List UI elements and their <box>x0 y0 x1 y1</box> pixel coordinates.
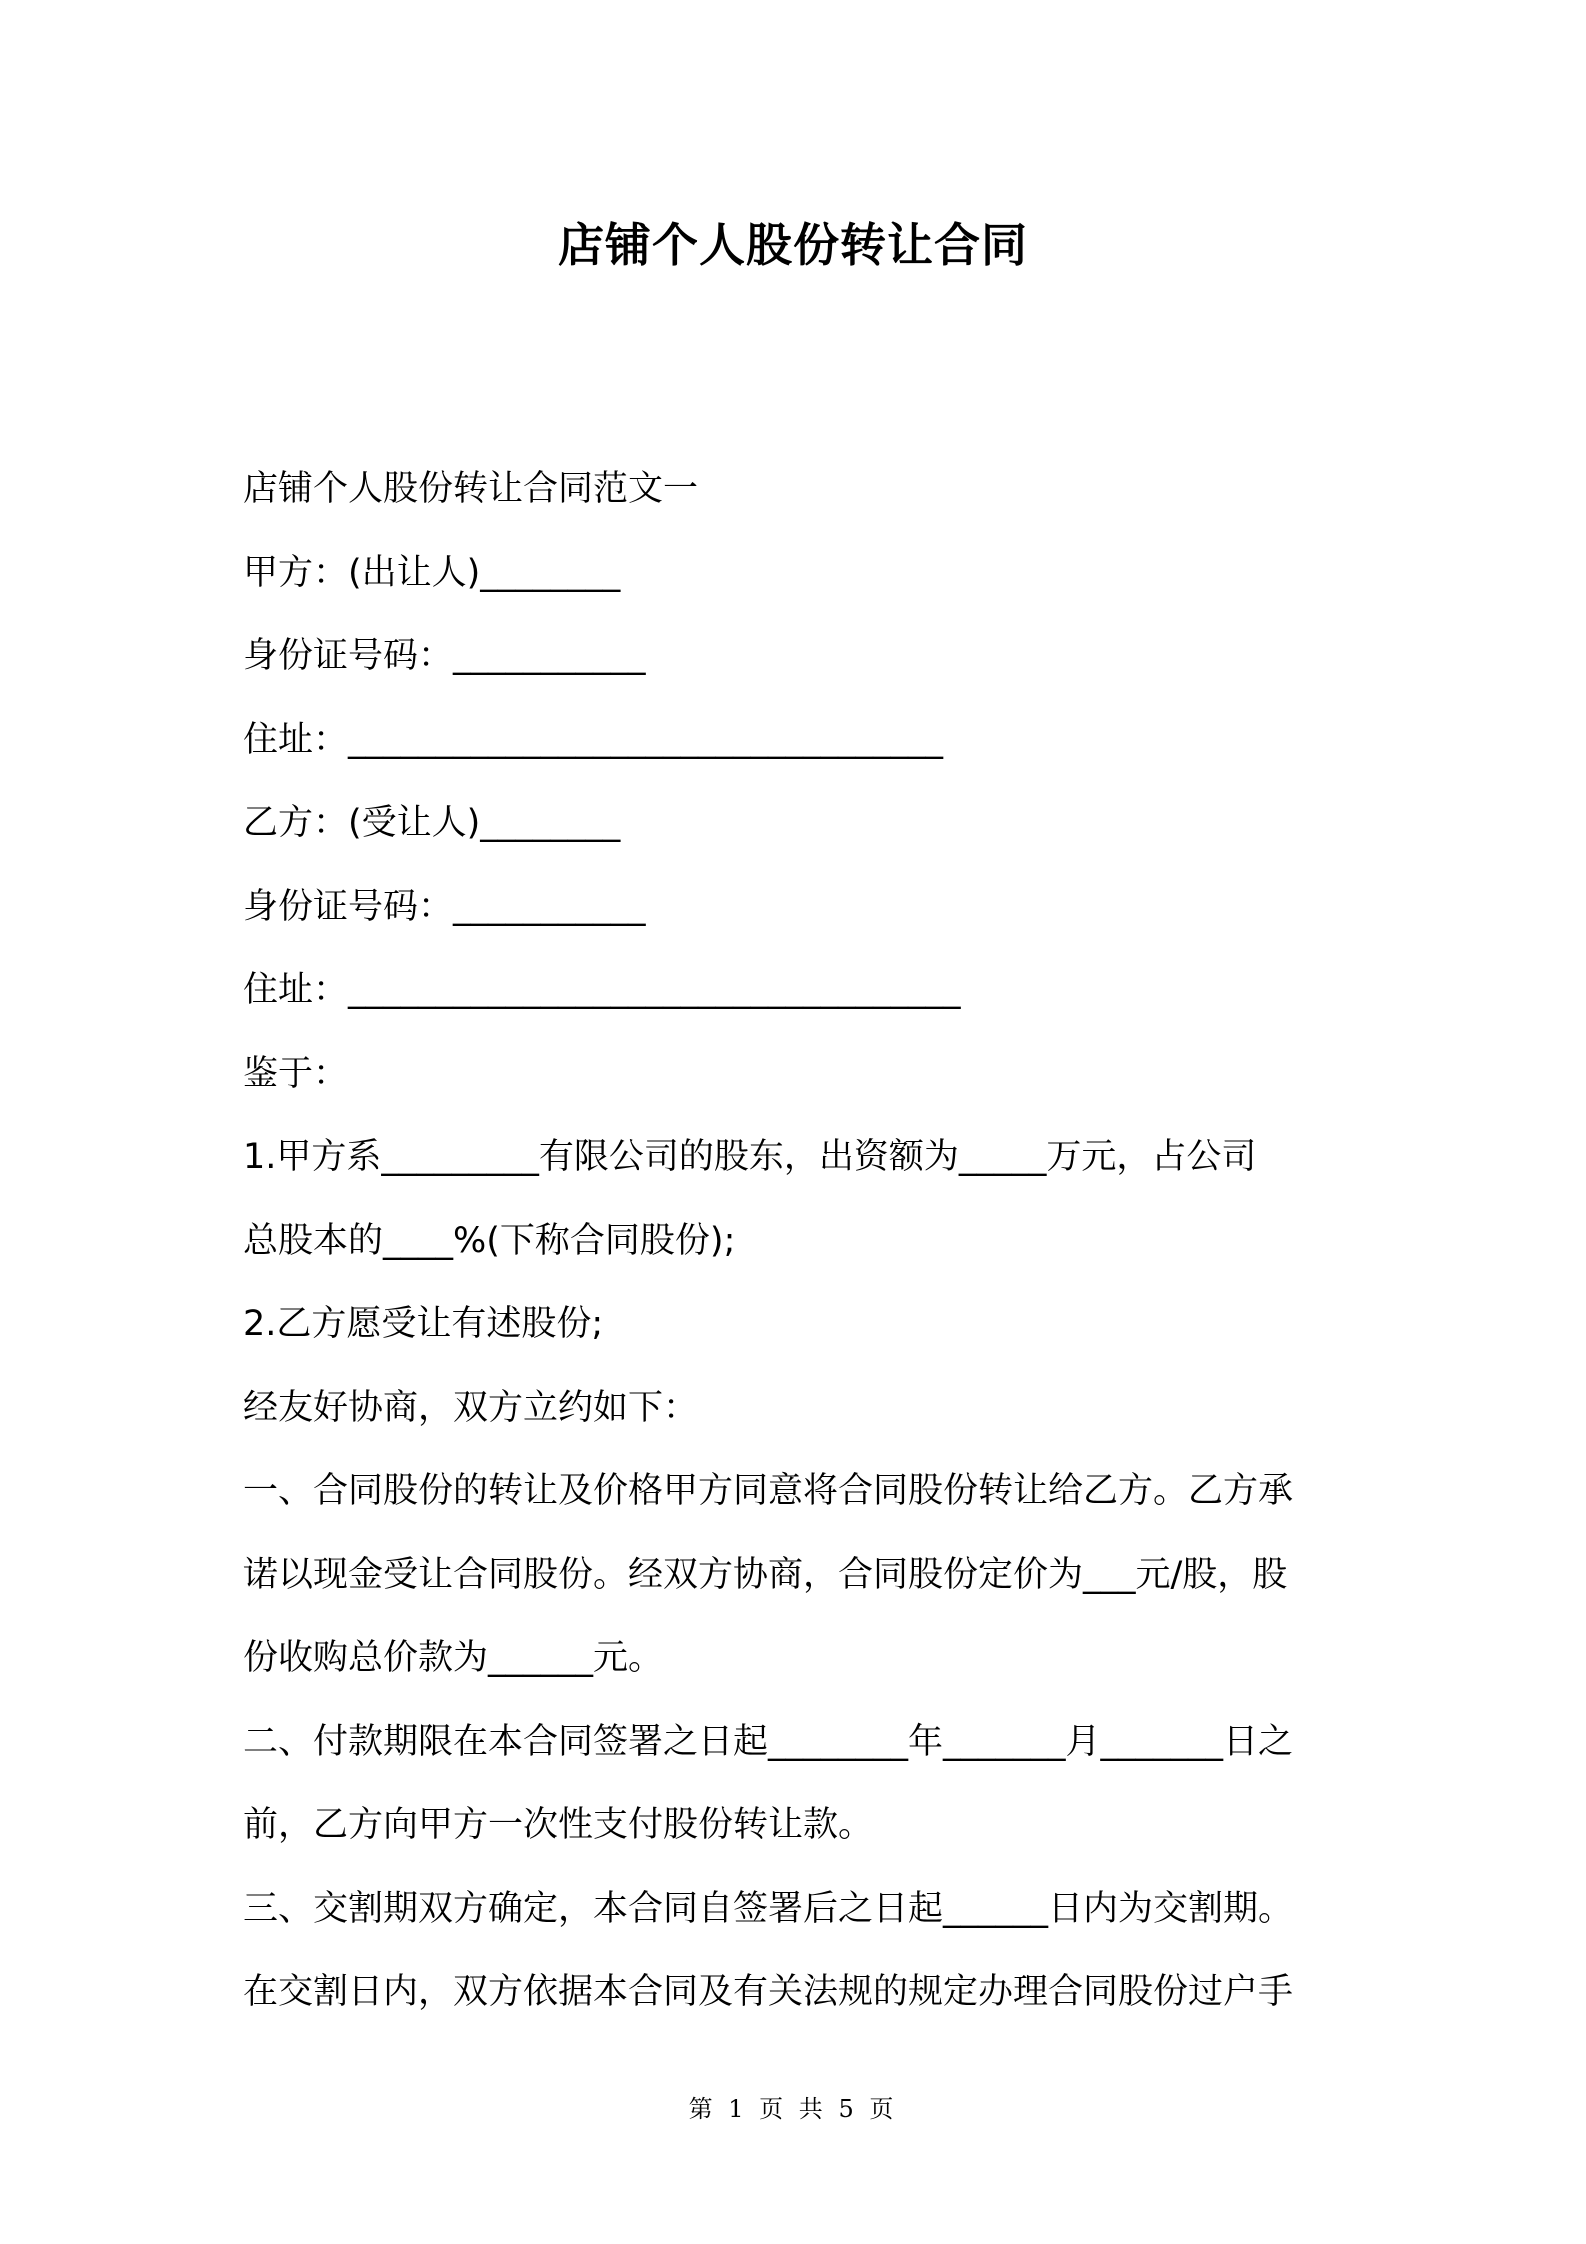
body-line: 总股本的____%(下称合同股份); <box>243 1220 736 1261</box>
body-line: 鉴于： <box>243 1053 349 1094</box>
body-line: 一、合同股份的转让及价格甲方同意将合同股份转让给乙方。乙方承 <box>243 1471 1294 1511</box>
document-body <box>243 448 1363 2035</box>
body-line: 乙方：(受让人)________ <box>243 803 621 843</box>
body-line: 身份证号码：___________ <box>243 636 646 676</box>
body-line: 身份证号码：___________ <box>243 886 646 927</box>
body-line: 三、交割期双方确定，本合同自签署后之日起______日内为交割期。 <box>243 1888 1294 1929</box>
body-line: 住址：__________________________________ <box>243 719 944 760</box>
body-line: 甲方：(出让人)________ <box>243 552 621 593</box>
body-line: 店铺个人股份转让合同范文一 <box>243 469 699 509</box>
body-line: 二、付款期限在本合同签署之日起________年_______月_______日之 <box>243 1721 1294 1762</box>
body-line: 在交割日内，双方依据本合同及有关法规的规定办理合同股份过户手 <box>243 1972 1294 2012</box>
body-line: 份收购总价款为______元。 <box>243 1638 664 1678</box>
body-line: 经友好协商，双方立约如下： <box>243 1387 699 1428</box>
body-line: 1.甲方系_________有限公司的股东，出资额为_____万元，占公司 <box>243 1137 1257 1177</box>
page-footer: 第 1 页 共 5 页 <box>688 2095 898 2123</box>
body-line: 前，乙方向甲方一次性支付股份转让款。 <box>243 1805 874 1845</box>
body-line: 住址：___________________________________ <box>243 970 961 1010</box>
body-line: 2.乙方愿受让有述股份; <box>243 1304 604 1344</box>
body-line: 诺以现金受让合同股份。经双方协商，合同股份定价为___元/股，股 <box>243 1554 1288 1595</box>
document-title: 店铺个人股份转让合同 <box>558 218 1028 272</box>
